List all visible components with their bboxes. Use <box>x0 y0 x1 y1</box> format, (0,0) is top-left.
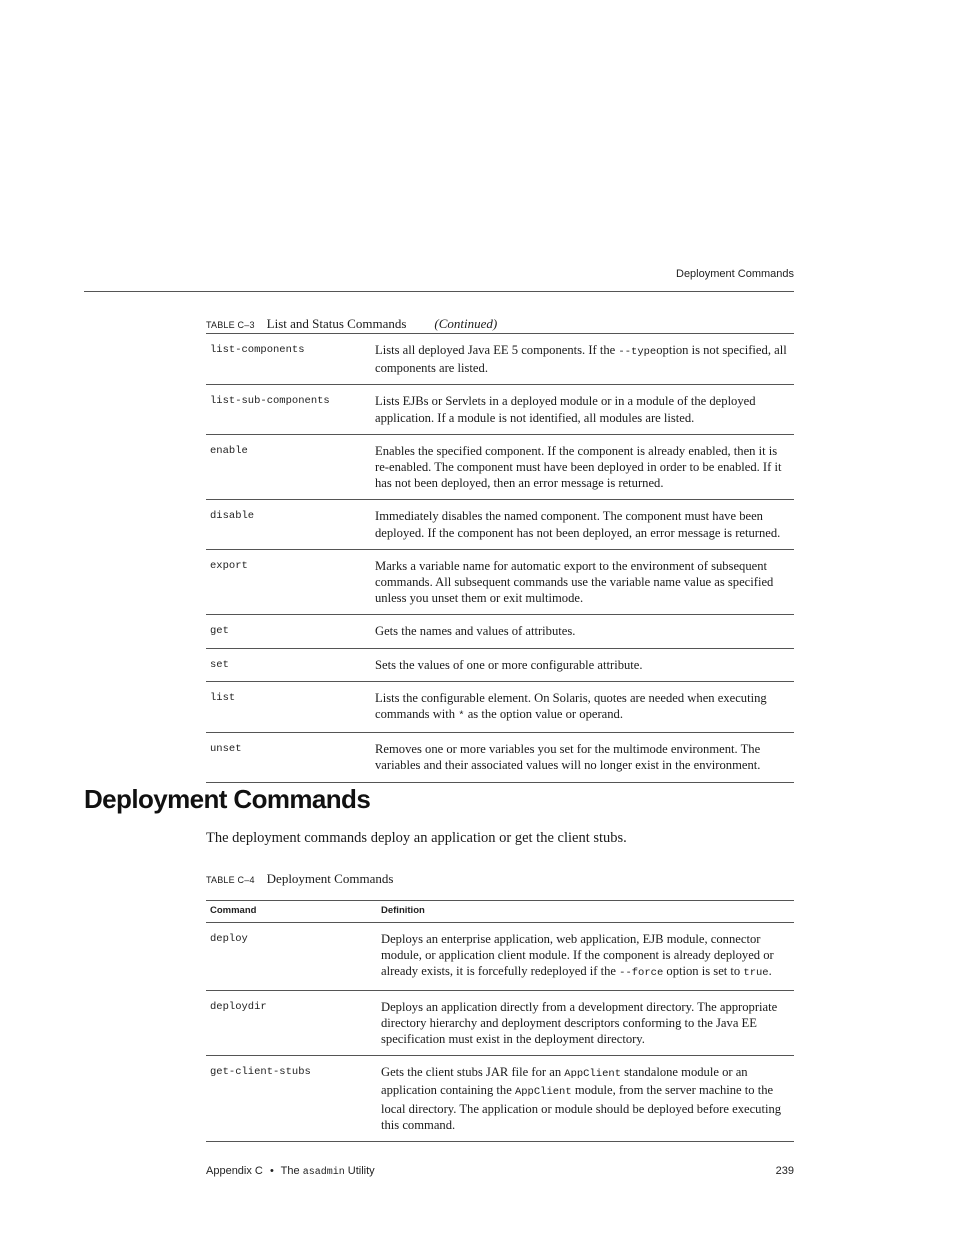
running-head: Deployment Commands <box>676 268 794 280</box>
command-name: deploy <box>206 923 377 991</box>
description-text: Deploys an application directly from a development directory. The appropriate directory hierarchy and deployment descriptors conforming to the Java EE specification must exist in the deployment directory. <box>381 999 778 1047</box>
table-row <box>206 500 794 549</box>
table-row <box>206 923 794 991</box>
command-description <box>371 648 794 681</box>
section-title: Deployment Commands <box>84 784 371 814</box>
command-description <box>371 549 794 615</box>
description-text: standalone module or an application containing the <box>381 1065 748 1098</box>
inline-code: --type <box>618 346 657 358</box>
table-c3-caption <box>206 316 497 332</box>
table-row <box>206 648 794 681</box>
table-c4-tag: TABLE C–4 <box>206 875 255 885</box>
command-description <box>377 923 794 991</box>
footer-bullet: • <box>269 1165 274 1177</box>
table-c4-caption <box>206 871 393 887</box>
command-name: get <box>206 615 371 648</box>
table-c3-title: List and Status Commands <box>266 316 407 331</box>
command-name: disable <box>206 500 371 549</box>
table-row <box>206 549 794 615</box>
description-text: Lists all deployed Java EE 5 components. If the <box>375 343 619 357</box>
table-c4-title: Deployment Commands <box>266 871 394 886</box>
inline-code: --force <box>619 967 664 980</box>
description-text: Lists the configurable element. On Solaris, quotes are needed when executing commands with <box>375 690 767 722</box>
description-text: Gets the names and values of attributes. <box>375 624 576 639</box>
command-name: enable <box>206 434 371 500</box>
inline-code: AppClient <box>564 1068 621 1081</box>
command-name: list-sub-components <box>206 385 371 434</box>
command-name: deploydir <box>206 990 377 1056</box>
table-c3-continued: (Continued) <box>434 316 498 331</box>
inline-code: AppClient <box>514 1086 572 1099</box>
description-text: as the option value or operand. <box>464 707 623 722</box>
table-c4 <box>206 900 794 1142</box>
page-footer <box>206 1165 794 1178</box>
command-name: unset <box>206 733 371 782</box>
command-description <box>371 434 794 500</box>
command-description <box>371 385 794 434</box>
command-description <box>371 681 794 732</box>
description-text: Immediately disables the named component. The component must have been deployed. If the component has not been deployed, an error message is returned. <box>375 509 781 540</box>
table-row <box>206 434 794 500</box>
description-text: Removes one or more variables you set for the multimode environment. The variables and their associated values will no longer exist in the environment. <box>375 742 761 773</box>
column-header-command: Command <box>206 901 377 923</box>
table-c4-header-row <box>206 901 794 923</box>
page-number: 239 <box>775 1165 794 1177</box>
description-text: option is not specified, all components are listed. <box>375 343 787 376</box>
table-c3-tag: TABLE C–3 <box>206 320 255 330</box>
description-text: Lists EJBs or Servlets in a deployed module or in a module of the deployed application. If a module is not identified, all modules are listed. <box>375 394 756 425</box>
command-name: list-components <box>206 334 371 385</box>
description-text: Deploys an enterprise application, web application, EJB module, connector module, or application client module. If the component is already deployed or already exists, it is forcefully redeployed if the <box>381 932 774 979</box>
section-intro: The deployment commands deploy an application or get the client stubs. <box>206 830 627 846</box>
command-description <box>377 1056 794 1142</box>
table-c3 <box>206 333 794 783</box>
footer-appendix: Appendix C <box>206 1165 263 1177</box>
command-name: set <box>206 648 371 681</box>
table-c4-body <box>206 923 794 1142</box>
command-description <box>377 990 794 1056</box>
footer-utility-code: asadmin <box>302 1167 345 1178</box>
command-description <box>371 733 794 782</box>
header-rule <box>84 291 794 292</box>
table-row <box>206 1056 794 1142</box>
footer-the: The <box>280 1165 300 1177</box>
description-text: Enables the specified component. If the component is already enabled, then it is re-enabled. The component must have been deployed in order to be enabled. If it has not been deployed, then an error message is returned. <box>375 443 782 491</box>
description-text: module, from the server machine to the local directory. The application or module should be deployed before executing this command. <box>381 1083 782 1132</box>
command-name: get-client-stubs <box>206 1056 377 1142</box>
inline-code: true <box>743 967 769 980</box>
command-description <box>371 500 794 549</box>
footer-utility: Utility <box>347 1165 375 1177</box>
table-row <box>206 385 794 434</box>
table-row <box>206 681 794 732</box>
description-text: Sets the values of one or more configurable attribute. <box>375 657 643 672</box>
table-row <box>206 334 794 385</box>
command-description <box>371 334 794 385</box>
description-text: Gets the client stubs JAR file for an <box>381 1065 565 1080</box>
column-header-definition: Definition <box>377 901 794 923</box>
command-description <box>371 615 794 648</box>
command-name: export <box>206 549 371 615</box>
command-name: list <box>206 681 371 732</box>
description-text: . <box>768 964 772 979</box>
table-c3-body <box>206 334 794 783</box>
description-text: option is set to <box>663 964 744 979</box>
table-row <box>206 733 794 782</box>
table-row <box>206 615 794 648</box>
description-text: Marks a variable name for automatic export to the environment of subsequent commands. All subsequent commands use the variable name value as specified unless you unset them or exit multimode. <box>375 558 774 606</box>
inline-code: * <box>458 710 465 723</box>
table-row <box>206 990 794 1056</box>
